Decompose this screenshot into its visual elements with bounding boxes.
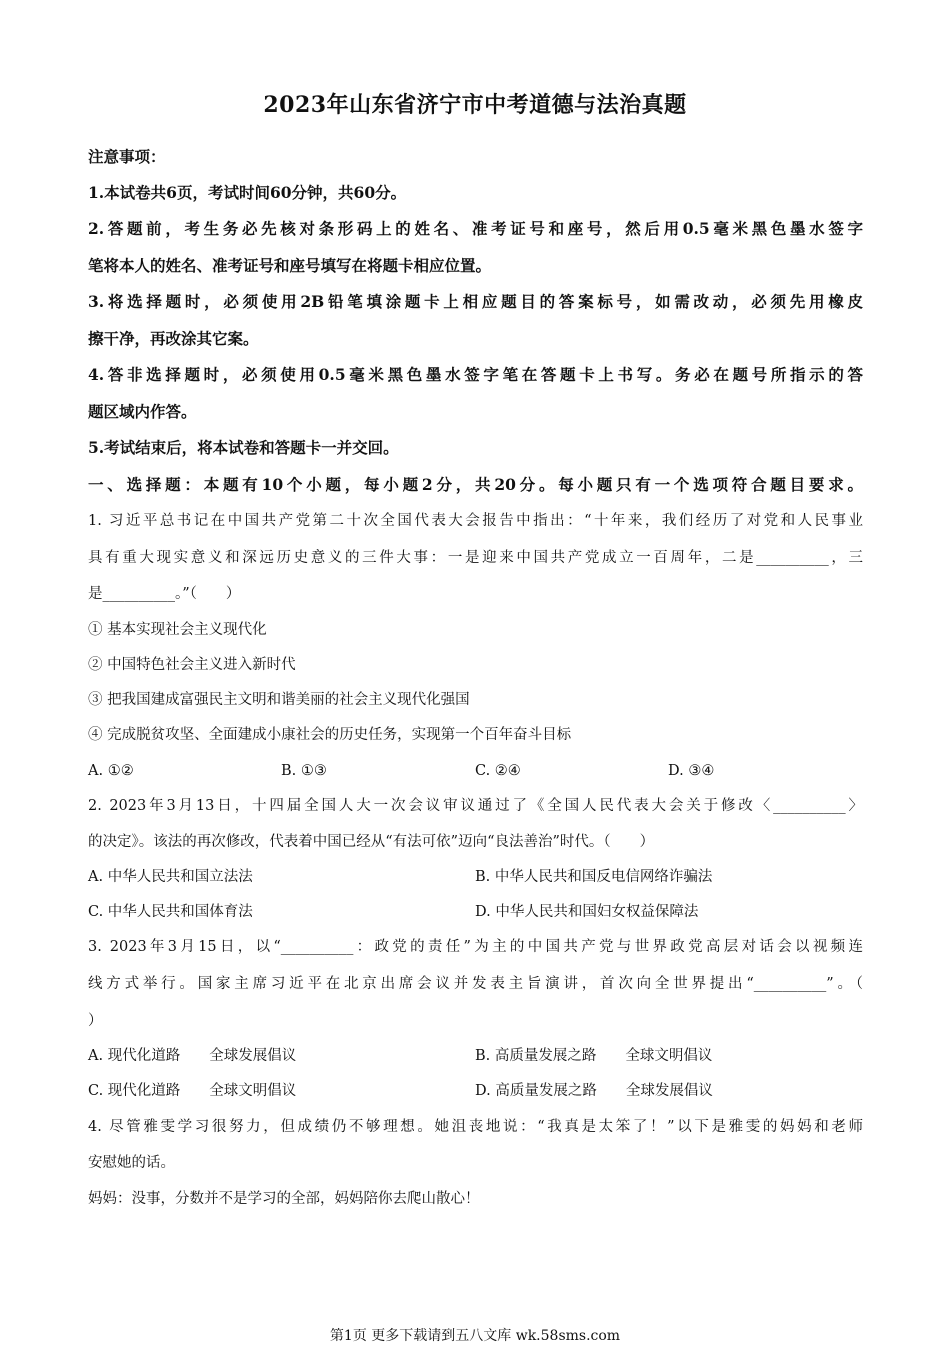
page-title: 2023年山东省济宁市中考道德与法治真题 — [263, 92, 687, 118]
q4-stem-line-2: 安慰她的话。 — [88, 1155, 175, 1171]
q1-statement-4: ④ 完成脱贫攻坚、全面建成小康社会的历史任务，实现第一个百年奋斗目标 — [88, 727, 572, 743]
q3-option-d: D. 高质量发展之路 全球发展倡议 — [475, 1083, 713, 1099]
notice-item-3-line-2: 擦干净，再改涂其它案。 — [88, 329, 259, 348]
notice-item-2-line-1: 2.答题前，考生务必先核对条形码上的姓名、准考证号和座号，然后用0.5毫米黑色墨水签字 — [88, 219, 863, 238]
notice-item-5: 5.考试结束后，将本试卷和答题卡一并交回。 — [88, 438, 399, 457]
q2-option-d: D. 中华人民共和国妇女权益保障法 — [475, 904, 699, 920]
section-1-heading: 一、选择题：本题有10个小题，每小题2分，共20分。每小题只有一个选项符合题目要求。 — [88, 475, 863, 494]
q1-statement-2: ② 中国特色社会主义进入新时代 — [88, 657, 296, 673]
q2-option-c: C. 中华人民共和国体育法 — [88, 904, 253, 920]
notice-item-3-line-1: 3.将选择题时，必须使用2B铅笔填涂题卡上相应题目的答案标号，如需改动，必须先用橡皮 — [88, 292, 863, 311]
q3-stem-line-3: ） — [88, 1013, 103, 1029]
q3-option-c: C. 现代化道路 全球文明倡议 — [88, 1083, 297, 1099]
q1-option-b: B. ①③ — [281, 763, 327, 779]
q2-stem-line-2: 的决定》。该法的再次修改，代表着中国已经从“有法可依”迈向“良法善治”时代。（ ） — [88, 834, 655, 850]
q1-option-a: A. ①② — [88, 763, 134, 779]
notice-item-4-line-2: 题区域内作答。 — [88, 402, 197, 421]
q1-stem-line-3: 是__________。”（ ） — [88, 586, 241, 602]
q1-statement-3: ③ 把我国建成富强民主文明和谐美丽的社会主义现代化强国 — [88, 692, 470, 708]
q3-stem-line-1: 3. 2023年3月15日，以“__________：政党的责任”为主的中国共产党与世界政党高层对话会以视频连 — [88, 939, 863, 955]
q3-option-b: B. 高质量发展之路 全球文明倡议 — [475, 1048, 713, 1064]
page-footer: 第1页 更多下载请到五八文库 wk.58sms.com — [329, 1328, 621, 1344]
q3-option-a: A. 现代化道路 全球发展倡议 — [88, 1048, 297, 1064]
q2-option-b: B. 中华人民共和国反电信网络诈骗法 — [475, 869, 713, 885]
notice-item-2-line-2: 笔将本人的姓名、准考证号和座号填写在将题卡相应位置。 — [88, 256, 492, 275]
q1-statement-1: ① 基本实现社会主义现代化 — [88, 622, 267, 638]
q1-option-d: D. ③④ — [668, 763, 715, 779]
notice-item-4-line-1: 4.答非选择题时，必须使用0.5毫米黑色墨水签字笔在答题卡上书写。务必在题号所指示的答 — [88, 365, 863, 384]
q1-stem-line-1: 1. 习近平总书记在中国共产党第二十次全国代表大会报告中指出：“十年来，我们经历了对党和人民事业 — [88, 513, 863, 529]
notice-item-1: 1.本试卷共6页，考试时间60分钟，共60分。 — [88, 183, 407, 202]
q1-option-c: C. ②④ — [475, 763, 521, 779]
notice-heading: 注意事项： — [88, 147, 166, 166]
q1-stem-line-2: 具有重大现实意义和深远历史意义的三件大事：一是迎来中国共产党成立一百周年，二是__________，三 — [88, 550, 863, 566]
q4-stem-line-1: 4. 尽管雅雯学习很努力，但成绩仍不够理想。她沮丧地说：“我真是太笨了！”以下是雅雯的妈妈和老师 — [88, 1119, 863, 1135]
q2-stem-line-1: 2. 2023年3月13日，十四届全国人大一次会议审议通过了《全国人民代表大会关于修改〈__________〉 — [88, 798, 863, 814]
q4-stem-line-3: 妈妈：没事，分数并不是学习的全部，妈妈陪你去爬山散心！ — [88, 1191, 480, 1207]
q3-stem-line-2: 线方式举行。国家主席习近平在北京出席会议并发表主旨演讲，首次向全世界提出“__________”。（ — [88, 976, 863, 992]
q2-option-a: A. 中华人民共和国立法法 — [88, 869, 253, 885]
